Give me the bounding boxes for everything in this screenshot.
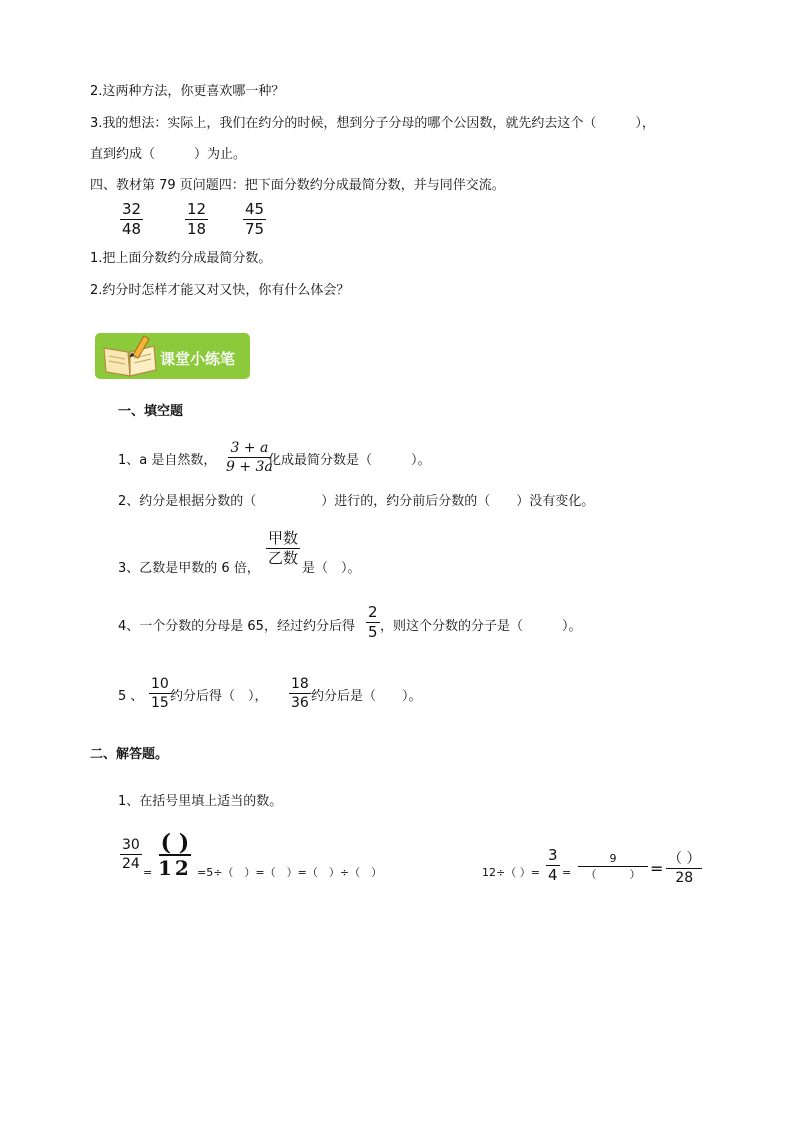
equals-sign: = [562, 866, 572, 879]
fraction-numerator: 3 [548, 846, 558, 864]
fraction-blank-over-12 [156, 832, 194, 878]
fraction-numerator: 12 [187, 200, 207, 218]
fraction-numerator: 3 + a [230, 440, 269, 456]
solve-title: 二、解答题。 [90, 747, 169, 762]
fraction-18-36 [289, 677, 311, 710]
fill-in-title: 一、填空题 [118, 404, 184, 419]
fraction-numerator: 30 [122, 837, 140, 853]
fraction-denominator: 9 + 3a [226, 459, 273, 475]
fill-q2: 2、约分是根据分数的（ ）进行的，约分前后分数的（ ）没有变化。 [118, 494, 595, 509]
fill-q3-prefix: 3、乙数是甲数的 6 倍， [118, 561, 260, 576]
fraction-jia-yi [266, 531, 300, 566]
fraction-denominator: 乙数 [268, 549, 299, 567]
fill-q4-prefix: 4、一个分数的分母是 65，经过约分后得 [118, 619, 355, 634]
practice-banner-label: 课堂小练笔 [160, 350, 236, 368]
blank-parentheses: （ ） [668, 851, 701, 867]
fill-q1-prefix: 1、a 是自然数， [118, 453, 217, 468]
question-3-line2: 直到约成（ ）为止。 [90, 147, 247, 162]
fraction-3-4 [546, 848, 560, 883]
fraction-denominator: 5 [368, 623, 378, 641]
solve-q1: 1、在括号里填上适当的数。 [118, 794, 283, 809]
question-3-line1: 3.我的想法：实际上，我们在约分的时候，想到分子分母的哪个公因数，就先约去这个（ ）， [90, 116, 655, 131]
equals-sign: = [143, 866, 153, 879]
fill-q5-suffix: 约分后是（ ）。 [311, 689, 422, 704]
fraction-10-15 [149, 677, 171, 710]
fill-q5-prefix: 5 、 [118, 689, 144, 704]
fraction-numerator: 45 [245, 200, 265, 218]
fraction-numerator: 甲数 [268, 529, 299, 547]
fraction-45-75 [243, 202, 266, 237]
fraction-denominator: 48 [122, 220, 142, 238]
fraction-denominator: 12 [158, 856, 192, 880]
question-2-preference: 2.这两种方法，你更喜欢哪一种？ [90, 84, 285, 99]
equation-chain: =5÷（ ）=（ ）=（ ）÷（ ） [197, 866, 383, 879]
fraction-numerator: 18 [291, 676, 309, 692]
fraction-denominator: 75 [245, 220, 265, 238]
fraction-2-5 [366, 605, 380, 640]
fill-q1-suffix: 化成最简分数是（ ）。 [268, 453, 431, 468]
fraction-numerator: 10 [151, 676, 169, 692]
fraction-denominator: 24 [122, 856, 140, 872]
fraction-numerator: 2 [368, 603, 378, 621]
fraction-numerator: 32 [122, 200, 142, 218]
open-book-pencil-icon [100, 334, 162, 380]
fraction-denominator: 28 [675, 870, 694, 886]
fill-q3-suffix: 是（ ）。 [302, 561, 361, 576]
fill-q5-middle: 约分后得（ ）， [170, 689, 268, 704]
section-4-question-1: 1.把上面分数约分成最简分数。 [90, 251, 272, 266]
fraction-30-24 [120, 838, 142, 871]
fraction-denominator: 18 [187, 220, 207, 238]
equation-2-prefix: 12÷（ ）= [482, 866, 540, 879]
fill-q4-suffix: ，则这个分数的分子是（ ）。 [380, 619, 582, 634]
section-4-title: 四、教材第 79 页问题四：把下面分数约分成最简分数，并与同伴交流。 [90, 178, 505, 193]
fraction-denominator: 4 [548, 866, 558, 884]
fraction-blank-over-28 [666, 852, 702, 885]
fraction-32-48 [120, 202, 143, 237]
equals-sign: = [650, 859, 664, 878]
fraction-denominator: 15 [151, 695, 169, 711]
fraction-numerator: 9 [578, 853, 648, 867]
fraction-9-over-blank [578, 853, 648, 880]
section-4-question-2: 2.约分时怎样才能又对又快，你有什么体会？ [90, 283, 350, 298]
fraction-denominator: （ ） [585, 868, 641, 881]
fraction-denominator: 36 [291, 695, 309, 711]
blank-parentheses: ( ) [160, 830, 190, 856]
fraction-12-18 [185, 202, 208, 237]
